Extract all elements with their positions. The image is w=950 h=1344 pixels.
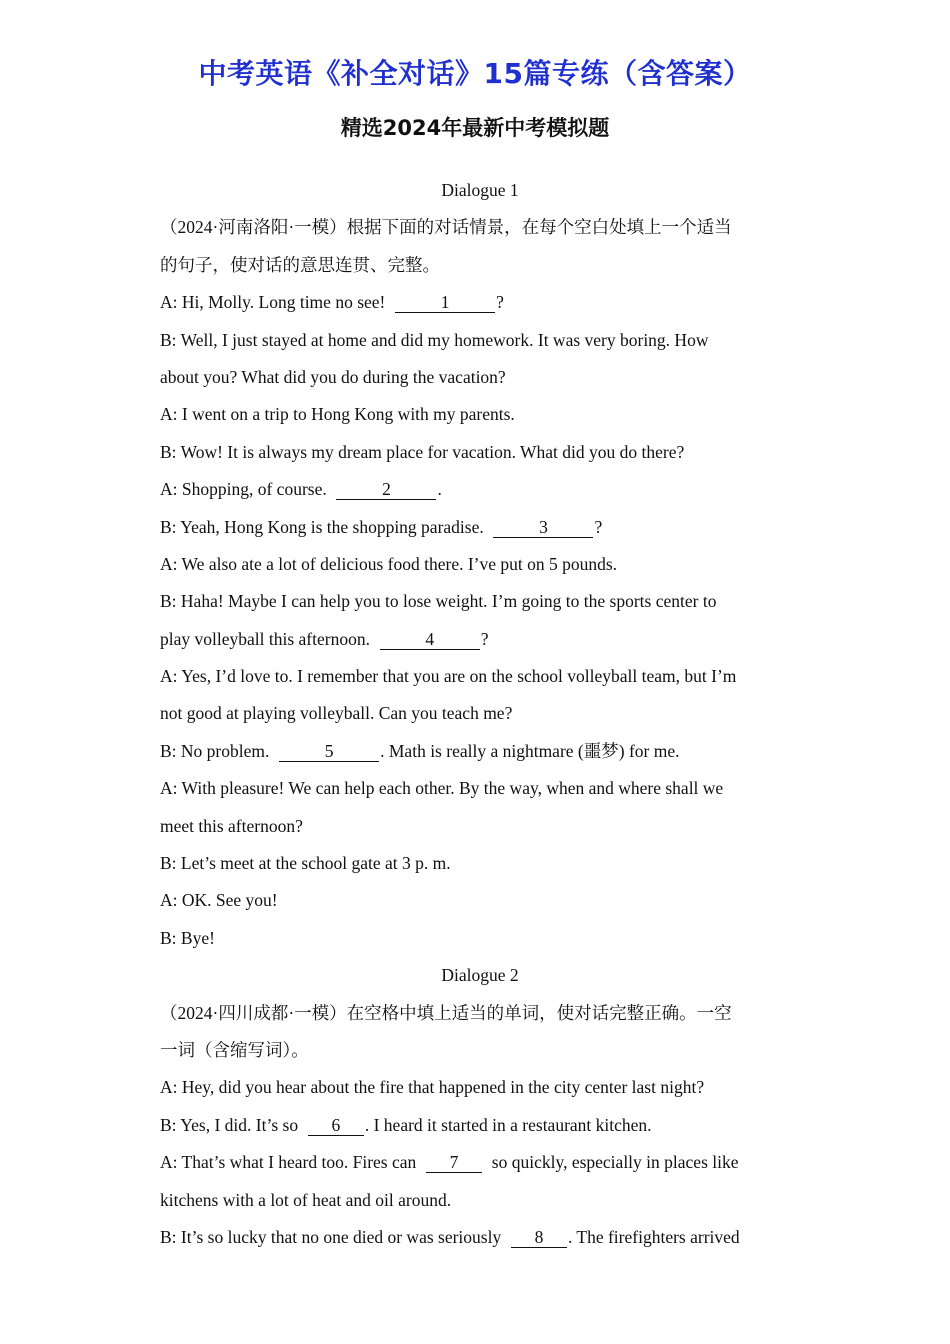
- dialogue-line: [160, 621, 800, 658]
- dialogue1-intro: （2024·河南洛阳·一模）根据下面的对话情景，在每个空白处填上一个适当: [160, 217, 732, 238]
- line-text: ?: [480, 628, 489, 649]
- dialogue-line: A: I went on a trip to Hong Kong with my parents.: [160, 404, 515, 425]
- dialogue-line: A: We also ate a lot of delicious food there. I’ve put on 5 pounds.: [160, 553, 618, 574]
- line-text: so quickly, especially in places like: [491, 1152, 739, 1173]
- blank-8: 8: [511, 1227, 567, 1248]
- line-text: B: Yes, I did. It’s so: [160, 1114, 299, 1135]
- dialogue2-intro: （2024·四川成都·一模）在空格中填上适当的单词，使对话完整正确。一空: [160, 1002, 732, 1023]
- dialogue-line: B: Bye!: [160, 927, 215, 948]
- line-text: ?: [496, 292, 504, 313]
- dialogue-line: meet this afternoon?: [160, 815, 303, 836]
- dialogue-line: B: Well, I just stayed at home and did my homework. It was very boring. How: [160, 329, 709, 350]
- line-text: A: Hi, Molly. Long time no see!: [160, 292, 386, 313]
- dialogue-line: [160, 1219, 800, 1256]
- dialogue-line: [160, 1107, 800, 1144]
- blank-3: 3: [493, 517, 593, 538]
- dialogue-line: B: Let’s meet at the school gate at 3 p. m.: [160, 853, 451, 874]
- dialogue-line: A: Yes, I’d love to. I remember that you are on the school volleyball team, but I’m: [160, 666, 737, 687]
- dialogue-line: A: OK. See you!: [160, 890, 278, 911]
- dialogue2-heading: Dialogue 2: [441, 965, 519, 986]
- dialogue-line: [160, 1144, 800, 1181]
- dialogue-line: kitchens with a lot of heat and oil around.: [160, 1189, 452, 1210]
- blank-4: 4: [380, 629, 480, 650]
- dialogue2-intro: 一词（含缩写词）。: [160, 1039, 309, 1060]
- dialogue-line: B: Haha! Maybe I can help you to lose weight. I’m going to the sports center to: [160, 591, 717, 612]
- blank-7: 7: [426, 1152, 482, 1173]
- dialogue-line: [160, 733, 800, 770]
- line-text: play volleyball this afternoon.: [160, 628, 370, 649]
- page-title: 中考英语《补全对话》15篇专练（含答案）: [198, 57, 752, 90]
- line-text: B: No problem.: [160, 740, 270, 761]
- dialogue-line: A: Hey, did you hear about the fire that happened in the city center last night?: [160, 1077, 705, 1098]
- blank-1: 1: [395, 292, 495, 313]
- line-text: ?: [594, 516, 603, 537]
- dialogue-line: A: With pleasure! We can help each other. By the way, when and where shall we: [160, 778, 724, 799]
- dialogue-line: [160, 471, 800, 508]
- dialogue-line: B: Wow! It is always my dream place for vacation. What did you do there?: [160, 441, 685, 462]
- line-text: . Math is really a nightmare (噩梦) for me.: [380, 740, 680, 761]
- document-body: [160, 172, 800, 1256]
- line-text: B: It’s so lucky that no one died or was seriously: [160, 1226, 502, 1247]
- dialogue-line: about you? What did you do during the vacation?: [160, 366, 506, 387]
- line-text: A: Shopping, of course.: [160, 479, 327, 500]
- line-text: A: That’s what I heard too. Fires can: [160, 1152, 417, 1173]
- dialogue1-intro: 的句子，使对话的意思连贯、完整。: [160, 254, 440, 275]
- dialogue1-heading: Dialogue 1: [441, 180, 519, 200]
- blank-6: 6: [308, 1115, 364, 1136]
- line-text: B: Yeah, Hong Kong is the shopping paradise.: [160, 516, 484, 537]
- dialogue-line: [160, 509, 800, 546]
- line-text: . The firefighters arrived: [567, 1226, 740, 1247]
- dialogue-line: not good at playing volleyball. Can you teach me?: [160, 703, 513, 724]
- dialogue-line: [160, 284, 800, 321]
- line-text: .: [437, 479, 442, 500]
- blank-2: 2: [336, 479, 436, 500]
- page-subtitle: 精选2024年最新中考模拟题: [340, 116, 610, 140]
- blank-5: 5: [279, 741, 379, 762]
- line-text: . I heard it started in a restaurant kitchen.: [364, 1114, 652, 1135]
